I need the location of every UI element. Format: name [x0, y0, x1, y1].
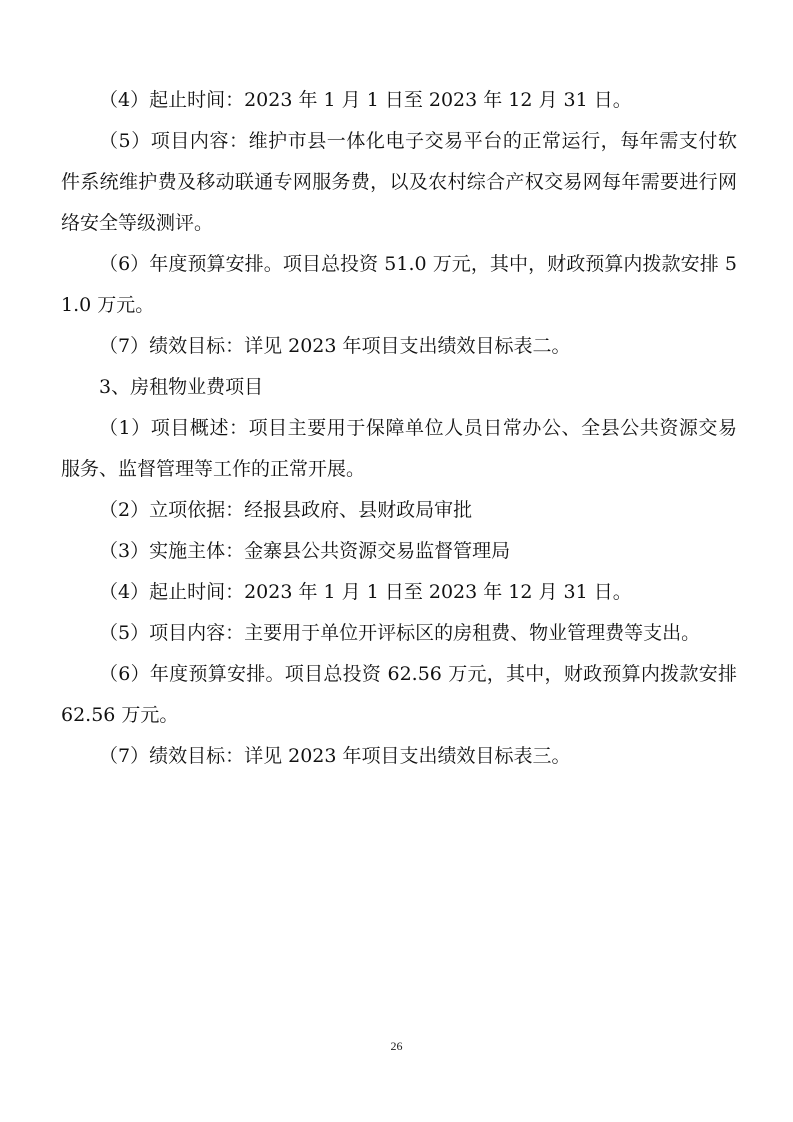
document-body [61, 80, 737, 777]
paragraph-start-end-time-3: （4）起止时间：2023 年 1 月 1 日至 2023 年 12 月 31 日。 [99, 581, 632, 603]
paragraph-performance-goal-3: （7）绩效目标：详见 2023 年项目支出绩效目标表三。 [99, 745, 571, 767]
paragraph-project-content-2: （5）项目内容：维护市县一体化电子交易平台的正常运行，每年需支付软件系统维护费及移动联通专网服务费，以及农村综合产权交易网每年需要进行网络安全等级测评。 [61, 130, 737, 234]
paragraph-project-content-3: （5）项目内容：主要用于单位开评标区的房租费、物业管理费等支出。 [99, 622, 701, 644]
paragraph-project-overview-3: （1）项目概述：项目主要用于保障单位人员日常办公、全县公共资源交易服务、监督管理等工作的正常开展。 [61, 417, 737, 480]
paragraph-start-end-time-2: （4）起止时间：2023 年 1 月 1 日至 2023 年 12 月 31 日。 [99, 89, 632, 111]
paragraph-performance-goal-2: （7）绩效目标：详见 2023 年项目支出绩效目标表二。 [99, 335, 571, 357]
paragraph-annual-budget-2: （6）年度预算安排。项目总投资 51.0 万元，其中，财政预算内拨款安排 51.0 万元。 [61, 253, 737, 316]
paragraph-implementing-body-3: （3）实施主体：金寨县公共资源交易监督管理局 [99, 540, 511, 562]
paragraph-approval-basis-3: （2）立项依据：经报县政府、县财政局审批 [99, 499, 473, 521]
section-heading-rent-property: 3、房租物业费项目 [99, 376, 264, 398]
paragraph-annual-budget-3: （6）年度预算安排。项目总投资 62.56 万元，其中，财政预算内拨款安排 62.56 万元。 [61, 663, 737, 726]
page-number: 26 [390, 1039, 403, 1053]
